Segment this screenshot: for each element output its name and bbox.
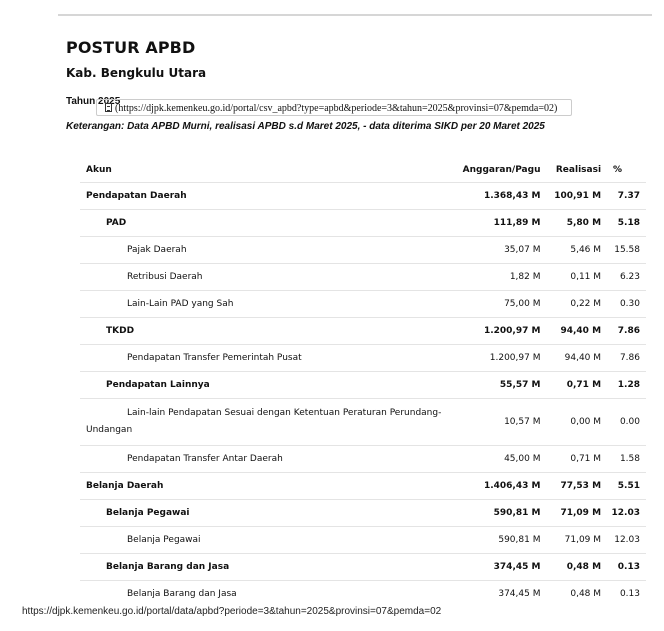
- table-row: [80, 210, 646, 237]
- region-name: Kab. Bengkulu Utara: [66, 66, 207, 80]
- row-realisasi: 0,48 M: [545, 581, 607, 608]
- csv-link-text[interactable]: (https://djpk.kemenkeu.go.id/portal/csv_apbd?type=apbd&periode=3&tahun=2025&provinsi=07&pemda=02): [115, 103, 558, 114]
- table-header-row: [80, 157, 646, 183]
- table-row: [80, 318, 646, 345]
- apbd-table: [80, 157, 646, 607]
- table-row: [80, 554, 646, 581]
- row-label: Pajak Daerah: [80, 237, 453, 264]
- col-percent: %: [613, 164, 623, 175]
- row-percent: 7.37: [607, 183, 646, 210]
- row-anggaran: 111,89 M: [453, 210, 546, 237]
- row-realisasi: 5,46 M: [545, 237, 607, 264]
- csv-download-link[interactable]: [96, 99, 572, 116]
- row-realisasi: 94,40 M: [545, 345, 607, 372]
- row-label: Belanja Pegawai: [80, 527, 453, 554]
- row-realisasi: 0,48 M: [545, 554, 607, 581]
- row-realisasi: 71,09 M: [545, 527, 607, 554]
- row-anggaran: 1,82 M: [453, 264, 546, 291]
- data-note: Keterangan: Data APBD Murni, realisasi APBD s.d Maret 2025, - data diterima SIKD per 20 Maret 2025: [66, 121, 545, 132]
- row-anggaran: 374,45 M: [453, 581, 546, 608]
- page-title: POSTUR APBD: [66, 38, 196, 57]
- row-realisasi: 0,71 M: [545, 372, 607, 399]
- row-percent: 12.03: [607, 527, 646, 554]
- row-label: Belanja Barang dan Jasa: [80, 554, 453, 581]
- row-anggaran: 55,57 M: [453, 372, 546, 399]
- row-anggaran: 10,57 M: [453, 399, 546, 446]
- table-row: [80, 581, 646, 608]
- row-label: Retribusi Daerah: [80, 264, 453, 291]
- col-anggaran: Anggaran/Pagu: [462, 164, 541, 175]
- table-row: [80, 473, 646, 500]
- table-row: [80, 264, 646, 291]
- table-row: [80, 399, 646, 446]
- row-percent: 0.13: [607, 581, 646, 608]
- row-label: Pendapatan Lainnya: [80, 372, 453, 399]
- row-anggaran: 374,45 M: [453, 554, 546, 581]
- table-row: [80, 500, 646, 527]
- row-percent: 5.51: [607, 473, 646, 500]
- table-row: [80, 345, 646, 372]
- row-anggaran: 75,00 M: [453, 291, 546, 318]
- table-row: [80, 446, 646, 473]
- row-realisasi: 0,11 M: [545, 264, 607, 291]
- row-realisasi: 0,22 M: [545, 291, 607, 318]
- row-percent: 12.03: [607, 500, 646, 527]
- row-label: [80, 399, 453, 446]
- row-percent: 1.28: [607, 372, 646, 399]
- row-percent: 7.86: [607, 318, 646, 345]
- col-akun: Akun: [86, 164, 112, 175]
- row-percent: 5.18: [607, 210, 646, 237]
- row-percent: 0.30: [607, 291, 646, 318]
- row-realisasi: 100,91 M: [545, 183, 607, 210]
- table-row: [80, 372, 646, 399]
- footer-url[interactable]: https://djpk.kemenkeu.go.id/portal/data/apbd?periode=3&tahun=2025&provinsi=07&pemda=02: [22, 606, 442, 617]
- row-label: PAD: [80, 210, 453, 237]
- row-label-line2: Undangan: [86, 425, 133, 435]
- table-row: [80, 237, 646, 264]
- report-year: Tahun 2025: [66, 96, 121, 107]
- top-divider: [58, 14, 652, 16]
- row-label: Belanja Pegawai: [80, 500, 453, 527]
- row-anggaran: 1.200,97 M: [453, 318, 546, 345]
- table-row: [80, 291, 646, 318]
- row-realisasi: 5,80 M: [545, 210, 607, 237]
- file-icon: [105, 103, 112, 112]
- row-anggaran: 1.200,97 M: [453, 345, 546, 372]
- row-anggaran: 1.368,43 M: [453, 183, 546, 210]
- report-header: [66, 38, 646, 132]
- row-percent: 1.58: [607, 446, 646, 473]
- row-label: Pendapatan Transfer Pemerintah Pusat: [80, 345, 453, 372]
- row-label-line1: Lain-lain Pendapatan Sesuai dengan Ketentuan Peraturan Perundang-: [127, 408, 442, 418]
- row-realisasi: 94,40 M: [545, 318, 607, 345]
- row-percent: 15.58: [607, 237, 646, 264]
- row-anggaran: 45,00 M: [453, 446, 546, 473]
- table-row: [80, 183, 646, 210]
- row-anggaran: 590,81 M: [453, 500, 546, 527]
- row-anggaran: 1.406,43 M: [453, 473, 546, 500]
- table-row: [80, 527, 646, 554]
- col-realisasi: Realisasi: [555, 164, 602, 175]
- row-realisasi: 0,71 M: [545, 446, 607, 473]
- row-label: Belanja Barang dan Jasa: [80, 581, 453, 608]
- row-realisasi: 77,53 M: [545, 473, 607, 500]
- row-percent: 0.00: [607, 399, 646, 446]
- row-label: TKDD: [80, 318, 453, 345]
- row-anggaran: 590,81 M: [453, 527, 546, 554]
- row-label: Belanja Daerah: [80, 473, 453, 500]
- row-label: Pendapatan Daerah: [80, 183, 453, 210]
- row-label: Lain-Lain PAD yang Sah: [80, 291, 453, 318]
- row-percent: 0.13: [607, 554, 646, 581]
- row-anggaran: 35,07 M: [453, 237, 546, 264]
- row-realisasi: 0,00 M: [545, 399, 607, 446]
- row-percent: 6.23: [607, 264, 646, 291]
- row-percent: 7.86: [607, 345, 646, 372]
- row-realisasi: 71,09 M: [545, 500, 607, 527]
- row-label: Pendapatan Transfer Antar Daerah: [80, 446, 453, 473]
